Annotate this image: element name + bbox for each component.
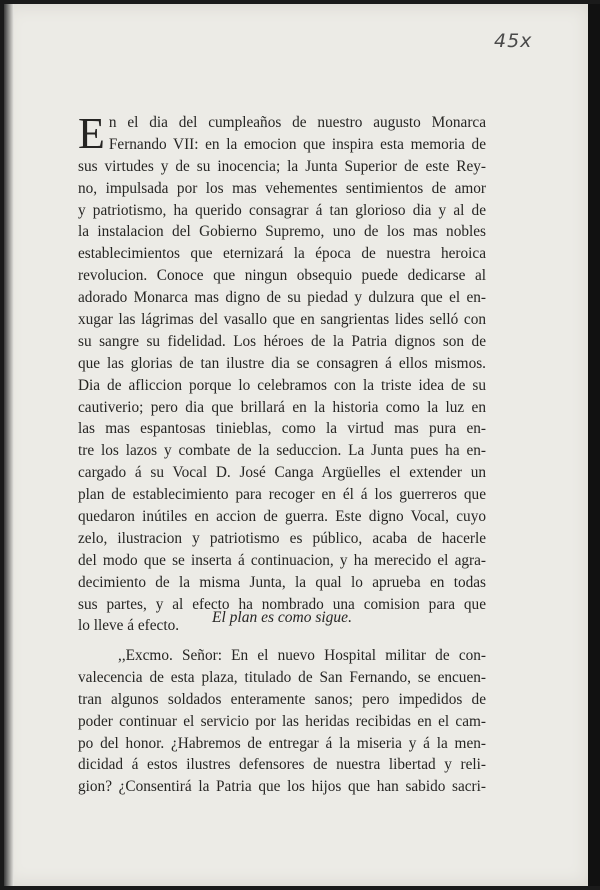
intro-line: sus virtudes y de su inocencia; la Junta Superior de este Rey- [78,157,486,175]
intro-line: Dia de afliccion porque lo celebramos con la triste idea de su [78,376,486,394]
intro-line: plan de establecimiento para recoger en él á los guerreros que [78,486,486,504]
intro-line: tre los lazos y combate de la seduccion. La Junta pues ha en- [78,442,486,460]
plan-paragraph [78,645,486,798]
plan-heading: El plan es como sigue. [212,609,352,626]
plan-line: tran algunos soldados enteramente sanos; pero impedidos de [78,690,486,708]
intro-line: xugar las lágrimas del vasallo que en sangrientas lides selló con [78,311,486,329]
intro-line: que las glorias de tan ilustre dia se consagren á ellos mismos. [78,354,486,372]
intro-line: decimiento de la misma Junta, la qual lo aprueba en todas [78,573,486,591]
drop-cap: E [78,109,105,158]
intro-line: las mas espantosas tinieblas, como la virtud mas pura en- [78,420,486,438]
intro-line: adorado Monarca mas digno de su piedad y dulzura que el en- [78,289,486,307]
intro-line: cautiverio; pero dia que brillará en la historia como la luz en [78,398,486,416]
intro-line: y patriotismo, ha querido consagrar á tan glorioso dia y al de [78,201,486,219]
intro-line: zelo, ilustracion y patriotismo es público, acaba de hacerle [78,529,486,547]
page-right-edge [588,4,600,886]
page-binding-shadow [4,4,14,886]
intro-line: su sangre su fidelidad. Los héroes de la Patria dignos son de [78,332,486,350]
intro-line: cargado á su Vocal D. José Canga Argüelles el extender un [78,464,486,482]
intro-line: revolucion. Conoce que ningun obsequio puede dedicarse al [78,267,486,285]
intro-line: del modo que se inserta á continuacion, y ha merecido el agra- [78,551,486,569]
intro-line: no, impulsada por los mas vehementes sentimientos de amor [78,179,486,197]
intro-line: sus partes, y al efecto ha nombrado una comision para que [78,595,486,613]
intro-line: quedaron inútiles en accion de guerra. Este digno Vocal, cuyo [78,508,486,526]
intro-line: la instalacion del Gobierno Supremo, uno de los mas nobles [78,223,486,241]
intro-line: establecimientos que eternizará la época de nuestra heroica [78,245,486,263]
plan-line: ,,Excmo. Señor: En el nuevo Hospital militar de con- [118,647,486,664]
plan-line: valecencia de esta plaza, titulado de San Fernando, se encuen- [78,668,486,686]
intro-line: lo lleve á efecto. [78,617,180,635]
folio-number: 45x [494,30,533,52]
plan-line: poder continuar el servicio por las heridas recibidas en el cam- [78,712,486,730]
intro-paragraph [78,109,486,637]
intro-line: Fernando VII: en la emocion que inspira esta memoria de [108,135,486,153]
intro-line: n el dia del cumpleaños de nuestro augusto Monarca [108,114,486,131]
plan-line: po del honor. ¿Habremos de entregar á la miseria y á la men- [78,734,486,752]
plan-line: dicidad á estos ilustres defensores de nuestra libertad y reli- [78,756,486,774]
plan-line: gion? ¿Consentirá la Patria que los hijos que han sabido sacri- [78,778,486,796]
